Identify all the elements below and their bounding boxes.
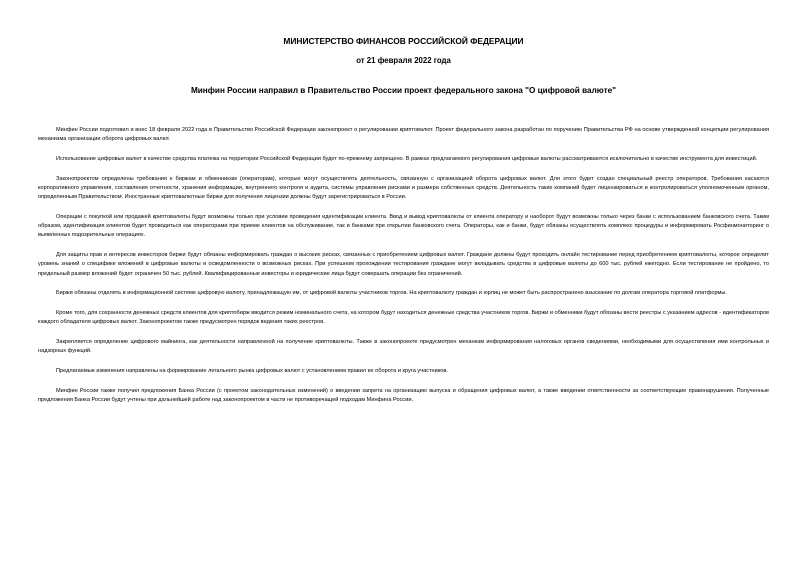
paragraph-3: Законопроектом определены требования к биржам и обменникам (операторам), которые могут осуществлять деятельность, связанную с организацией оборота цифровых валют. Для этого будет создан специальный реестр операторов. Требования касаются корпоративного управления, составления отчетности, хранения информации, внутреннего контроля и аудита, системы управления рисками и размера собственных средств. Деятельность таких компаний будет лицензироваться и контролироваться уполномоченным органом, определенным Правительством. Иностранные криптовалютные биржи для получения лицензии должны будут зарегистрироваться в России. [38, 175, 769, 201]
paragraph-5: Для защиты прав и интересов инвесторов биржи будут обязаны информировать граждан о высоких рисках, связанных с приобретением цифровых валют. Граждане должны будут проходить онлайн тестирование перед приобретением криптовалюты, которое определит уровень знаний о специфике вложений в цифровые валюты и осведомленности о возможных рисках. При успешном прохождении тестирования граждане могут вкладывать средства в цифровые валюты до 600 тыс. рублей ежегодно. Если тестирование не пройдено, то предельный размер вложений будет ограничен 50 тыс. рублей. Квалифицированные инвесторы и юридические лица будут совершать операции без ограничений. [38, 252, 769, 277]
paragraph-4: Операции с покупкой или продажей криптовалюты будут возможны только при условии проведения идентификации клиента. Ввод и вывод криптовалюты от клиента оператору и наоборот будут возможны только через банки с использованием банковского счета. Таким образом, идентификация клиентов будет проводиться как операторами при приеме клиентов на обслуживание, так и банками при открытии банковского счета. Операторы, как и банки, будут обязаны осуществлять комплекс процедуры и информировать Росфинмониторинг о выявленных подозрительных операциях. [38, 214, 769, 239]
paragraph-2: Использование цифровых валют в качестве средства платежа на территории Российской Федерации будет по-прежнему запрещено. В рамках предлагаемого регулирования цифровые валюты рассматриваются исключительно в качестве инструмента для инвестиций. [56, 156, 758, 162]
paragraph-8: Закрепляется определение цифрового майнинга, как деятельности направленной на получение криптовалюты. Также в законопроекте предусмотрен механизм информирования налоговых органов сведениями, необходимыми для осуществления ими контрольных и надзорных функций. [38, 339, 769, 355]
document-title: Минфин России направил в Правительство России проект федерального закона "О цифровой валюте" [190, 86, 617, 95]
paragraph-10: Минфин России также получил предложения Банка России (с проектом законодательных изменений) о введении запрета на организацию выпуска и обращения цифровых валют, а также введении ответственности за соответствующие правонарушения. Полученные предложения Банка России будут учтены при дальнейшей работе над законопроектом в части не противоречащей подходам Минфина России. [38, 388, 769, 404]
paragraph-6: Биржи обязаны отделять в информационной системе цифровую валюту, принадлежащую им, от цифровой валюты участников торгов. На криптовалюту граждан и юрлиц не может быть распространено взыскание по долгам оператора торговой платформы. [56, 290, 727, 297]
ministry-heading: МИНИСТЕРСТВО ФИНАНСОВ РОССИЙСКОЙ ФЕДЕРАЦИИ [283, 36, 524, 46]
document-body [38, 126, 769, 416]
paragraph-1: Минфин России подготовил и внес 18 февраля 2022 года в Правительство Российской Федерации законопроект о регулировании криптовалют. Проект федерального закона разработан по поручению Правительства РФ на основе утвержденной концепции регулирования механизма организации оборота цифровых валют. [38, 127, 769, 143]
document-date: от 21 февраля 2022 года [356, 56, 451, 65]
paragraph-9: Предлагаемые изменения направлены на формирование легального рынка цифровых валют с установлением правил их оборота и круга участников. [56, 368, 448, 375]
paragraph-7: Кроме того, для сохранности денежных средств клиентов для криптобирж вводится режим номинального счета, на котором будут находиться денежные средства участников торгов. Биржи и обменники будут обязаны вести реестры с указанием адресов - идентификаторов каждого обладателя цифровых валют. Законопроектом также предусмотрен порядок ведения таких реестров. [38, 310, 769, 326]
